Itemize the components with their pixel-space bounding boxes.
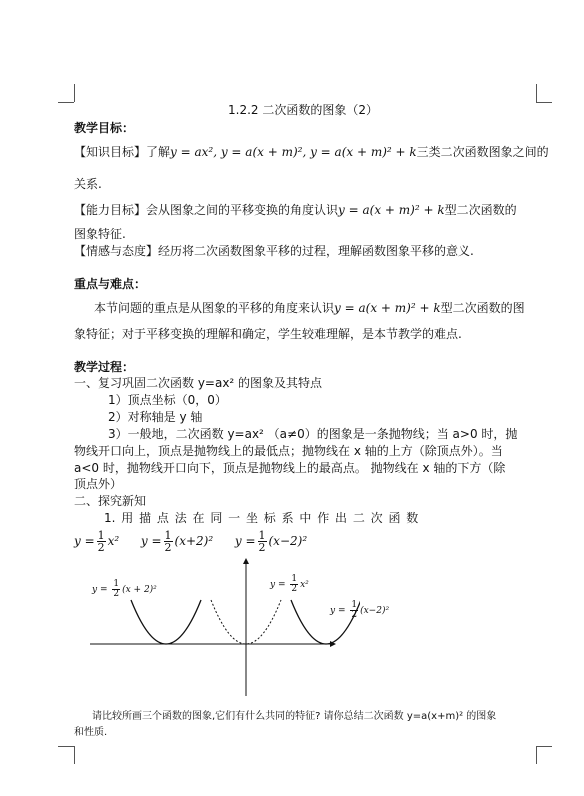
crop-mark-top-right-h [536,102,552,103]
crop-mark-bottom-right-h [536,746,552,747]
knowledge-goal-rest: 三类二次函数图象之间的 [416,145,549,159]
fraction-denominator: 2 [291,584,298,594]
knowledge-goal-label: 【知识目标】了解 [74,145,171,159]
section-1-item-3c: a<0 时，抛物线开口向下，顶点是抛物线上的最高点。 抛物线在 x 轴的下方（除 [74,461,506,475]
section-2-title: 二、探究新知 [74,494,147,508]
fraction-denominator: 2 [164,541,172,554]
key-line1-formula: y = a(x + m)² + k [334,301,441,315]
graph-label-left [92,579,157,601]
function-1-pre: y = [74,534,95,548]
fraction-numerator: 1 [97,529,105,542]
fraction-numerator: 1 [351,600,358,610]
function-3-pre: y = [234,534,256,548]
fraction-denominator: 2 [258,541,266,554]
section-2-item-1: 1. 用 描 点 法 在 同 一 坐 标 系 中 作 出 二 次 函 数 [104,511,419,525]
section-1-item-1: 1）顶点坐标（0，0） [108,393,227,407]
fraction-half [164,530,173,553]
fraction-numerator: 1 [164,529,172,542]
y-axis-arrow [243,558,249,564]
section-1-item-3a: 3）一般地，二次函数 y=ax² （a≠0）的图象是一条抛物线；当 a>0 时，抛 [108,427,518,441]
crop-mark-top-left-h [58,102,74,103]
graph-label-left-fraction [112,580,120,599]
function-3-post: (x−2)² [268,534,308,548]
emotion-goal: 【情感与态度】经历将二次函数图象平移的过程，理解函数图象平移的意义. [74,244,474,258]
knowledge-goal-formulas: y = ax², y = a(x + m)², y = a(x + m)² + k [170,145,417,159]
graph-label-middle-fraction [290,575,298,594]
function-2-pre: y = [140,534,162,548]
crop-mark-top-left-v [74,84,75,102]
ability-goal-rest: 型二次函数的 [444,203,517,217]
curve-shift-left [131,600,201,644]
fraction-half [258,530,267,553]
fraction-half [97,530,106,553]
fraction-numerator: 1 [291,574,298,584]
section-1-title: 一、复习巩固二次函数 y=ax² 的图象及其特点 [74,376,323,390]
key-heading: 重点与难点： [74,277,147,291]
function-1-post: x² [107,534,120,548]
process-heading: 教学过程： [74,360,135,374]
fraction-denominator: 2 [97,541,105,554]
graph-label-middle [270,574,309,596]
crop-mark-bottom-left-h [58,746,74,747]
graph-label-middle-post: x² [300,580,309,590]
fraction-denominator: 2 [113,589,120,599]
crop-mark-bottom-left-v [74,746,75,764]
graph-label-left-post: (x + 2)² [122,585,157,595]
function-2-post: (x+2)² [174,534,214,548]
graph-label-middle-pre: y = [270,580,289,590]
ability-goal [74,202,517,218]
footer-question-line1: 请比较所画三个函数的图象,它们有什么共同的特征? 请你总结二次函数 y=a(x+m)² 的图象 [92,711,497,722]
ability-goal-label: 【能力目标】会从图象之间的平移变换的角度认识 [74,203,339,217]
graph-label-right-pre: y = [330,606,349,616]
key-line1 [94,300,525,316]
fraction-numerator: 1 [258,529,266,542]
function-list [74,526,307,556]
crop-mark-bottom-right-v [536,746,537,764]
fraction-numerator: 1 [113,579,120,589]
key-line1-post: 型二次函数的图 [440,301,525,315]
graph-label-right-post: (x−2)² [360,606,390,616]
footer-question-line2: 和性质. [74,727,108,738]
ability-goal-line2: 图象特征. [74,227,126,241]
goals-heading: 教学目标： [74,121,135,135]
graph-label-right-fraction [350,601,358,620]
crop-mark-top-right-v [536,84,537,102]
page-title: 1.2.2 二次函数的图象（2） [228,103,378,117]
ability-goal-formula: y = a(x + m)² + k [338,203,445,217]
fraction-denominator: 2 [351,610,358,620]
section-1-item-3d: 顶点外） [74,477,123,491]
knowledge-goal-line2: 关系. [74,177,102,191]
section-1-item-3b: 物线开口向上，顶点是抛物线上的最低点；抛物线在 x 轴的上方（除顶点外）。当 [74,444,503,458]
graph-label-right [330,600,389,622]
graph-label-left-pre: y = [92,585,111,595]
section-1-item-2: 2）对称轴是 y 轴 [108,410,203,424]
parabola-graph [80,556,360,698]
knowledge-goal [74,144,549,160]
key-line2: 象特征；对于平移变换的理解和确定，学生较难理解，是本节教学的难点. [74,327,462,341]
key-line1-pre: 本节问题的重点是从图象的平移的角度来认识 [94,301,335,315]
